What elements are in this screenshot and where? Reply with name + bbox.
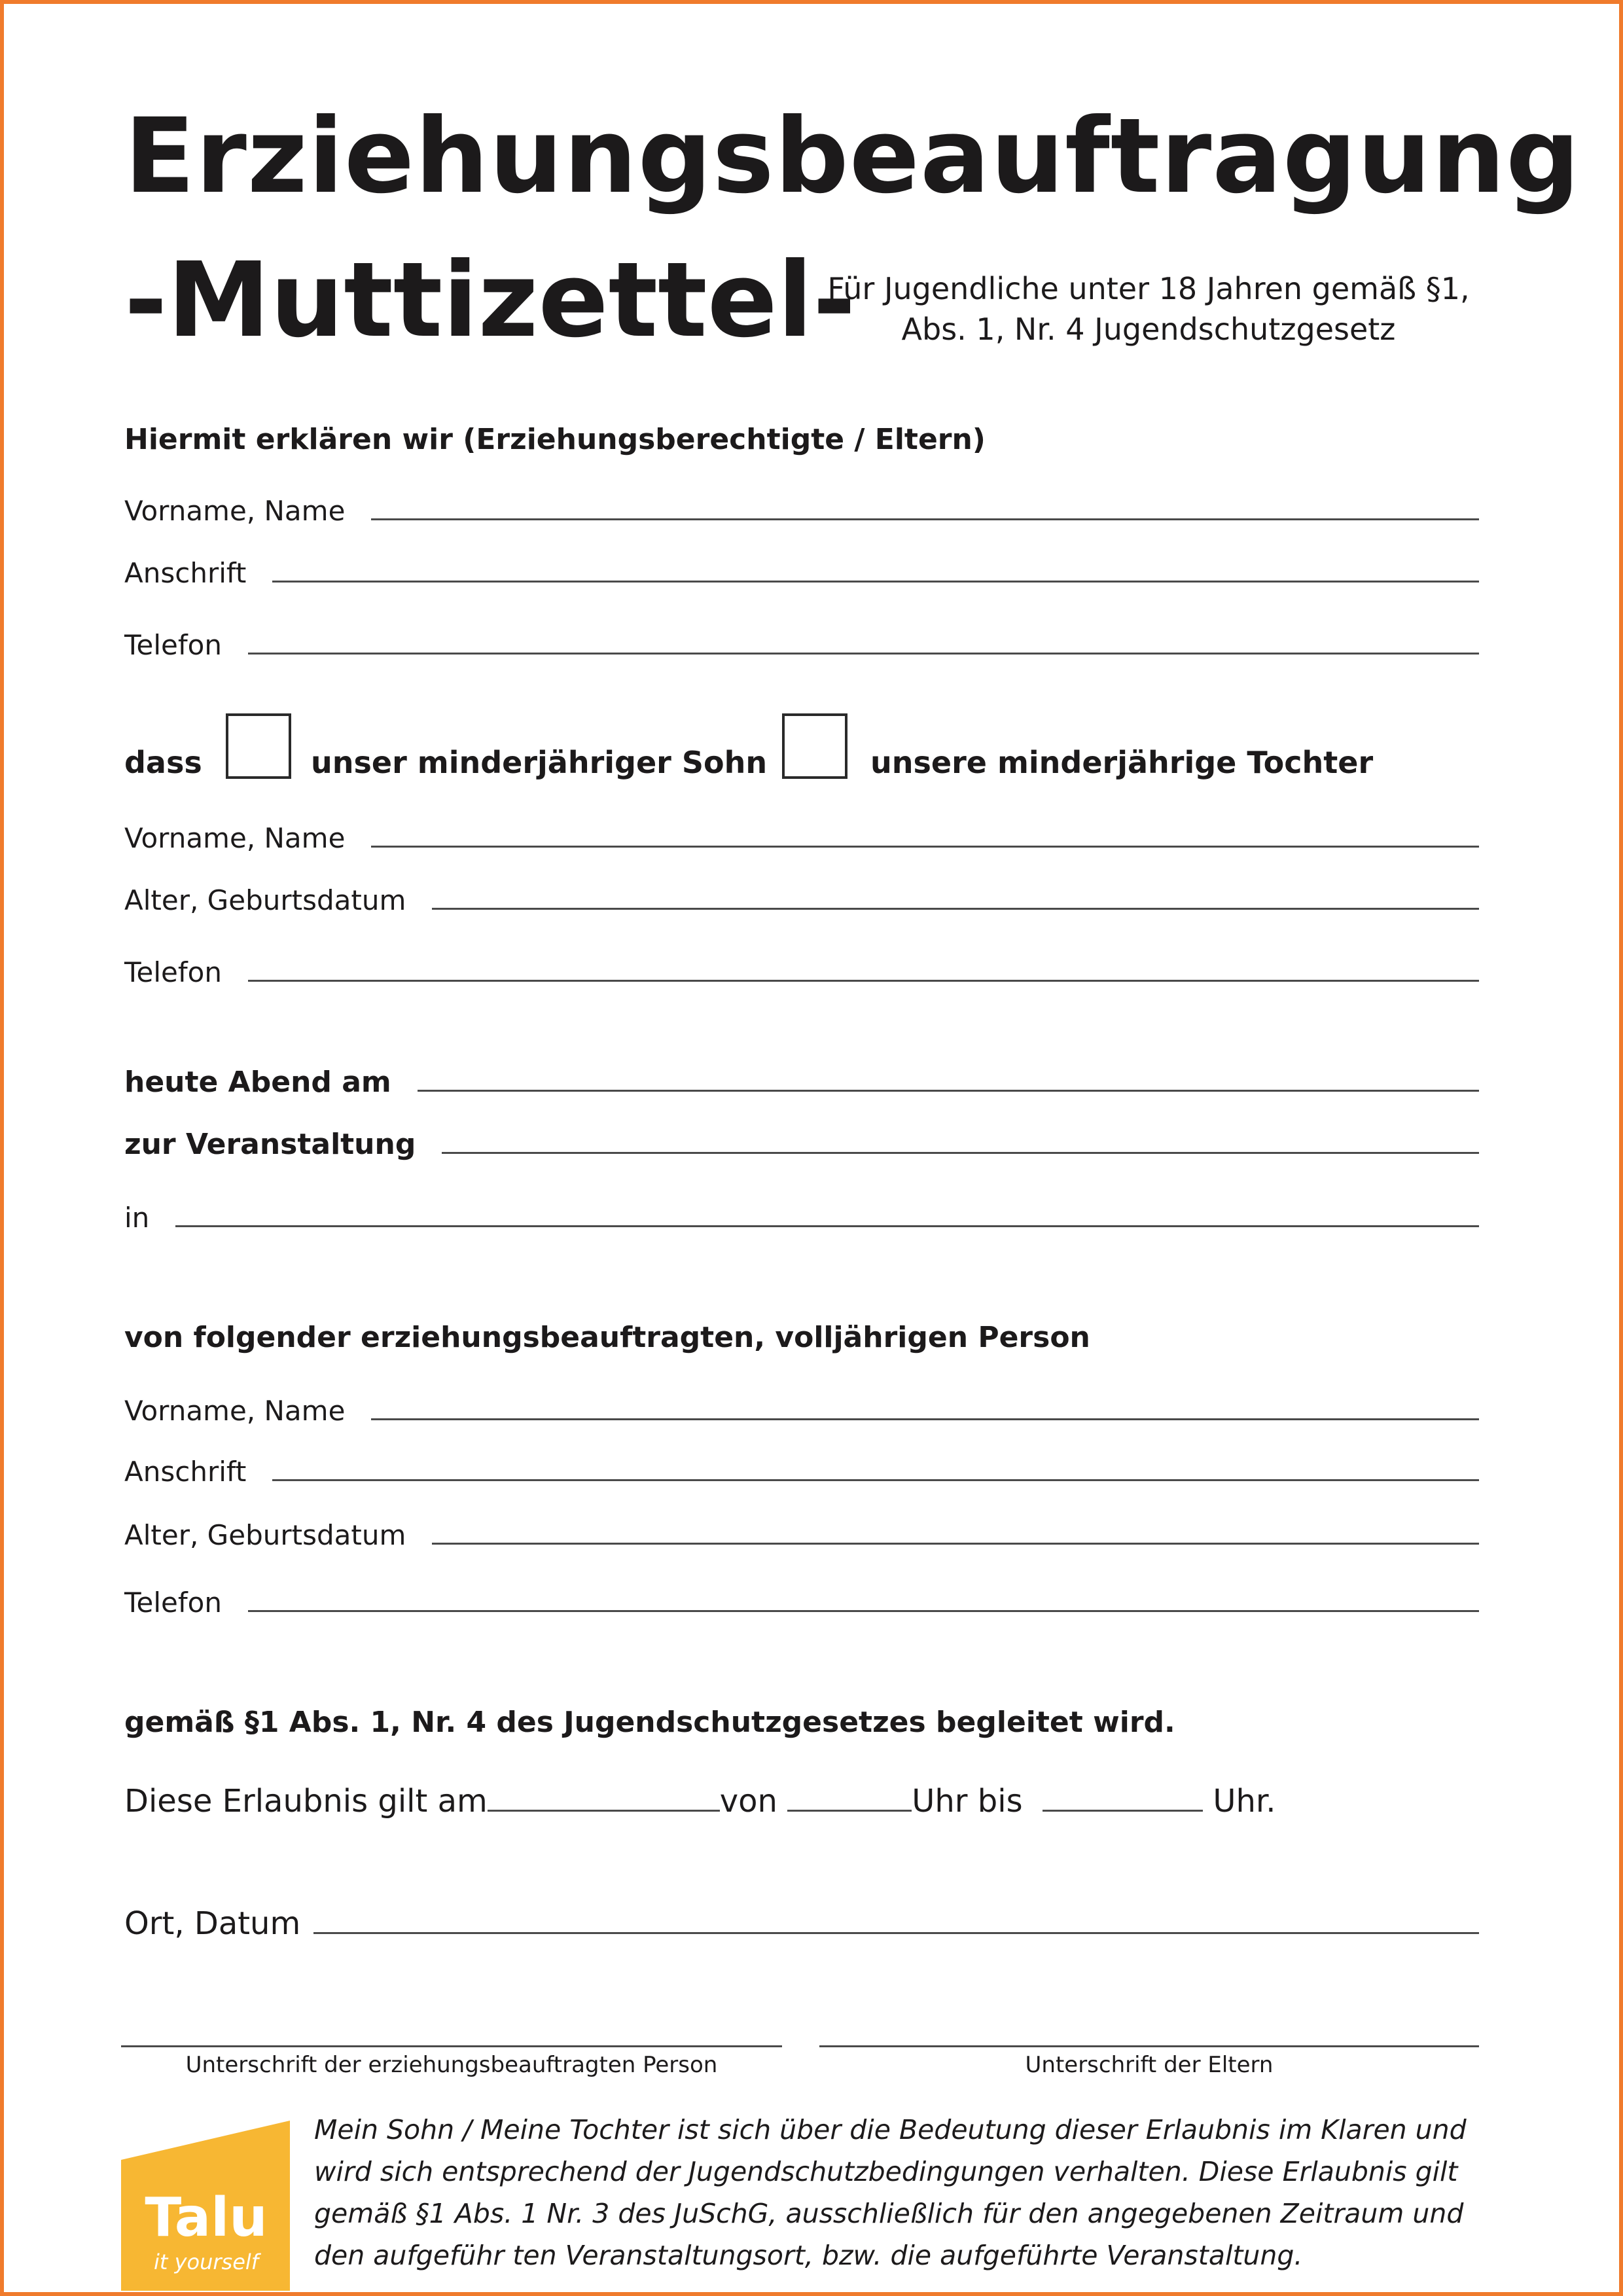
input-line[interactable] [272, 581, 1479, 583]
validity-end-blank[interactable] [1043, 1809, 1203, 1812]
son-label: unser minderjähriger Sohn [311, 745, 768, 780]
field-label: Anschrift [124, 1456, 247, 1488]
location-field[interactable] [124, 1204, 1479, 1232]
parents-address-field[interactable] [124, 557, 1479, 589]
child-name-field[interactable] [124, 822, 1479, 854]
document-subtitle-title: -Muttizettel- [124, 240, 856, 361]
validity-start-blank[interactable] [787, 1809, 912, 1812]
field-label: in [124, 1202, 150, 1234]
document-title: Erziehungsbeauftragung [124, 96, 1581, 217]
input-line[interactable] [371, 518, 1479, 520]
parents-signature-label: Unterschrift der Eltern [1025, 2052, 1274, 2078]
field-label: Ort, Datum [124, 1905, 301, 1942]
guardian-age-field[interactable] [124, 1519, 1479, 1551]
input-line[interactable] [248, 980, 1479, 982]
input-line[interactable] [272, 1479, 1479, 1481]
logo-tagline: it yourself [153, 2250, 259, 2274]
field-label: Alter, Geburtsdatum [124, 884, 406, 916]
parents-heading: Hiermit erklären wir (Erziehungsberechtigte / Eltern) [124, 423, 986, 456]
input-line[interactable] [432, 1543, 1479, 1545]
field-label: heute Abend am [124, 1066, 391, 1099]
field-label: zur Veranstaltung [124, 1128, 416, 1161]
child-age-field[interactable] [124, 884, 1479, 916]
event-field[interactable] [124, 1130, 1479, 1159]
dass-label: dass [124, 745, 202, 780]
talu-logo [121, 2121, 291, 2291]
parents-phone-field[interactable] [124, 629, 1479, 661]
field-label: Vorname, Name [124, 822, 346, 854]
input-line[interactable] [248, 1610, 1479, 1612]
validity-prefix: Diese Erlaubnis gilt am [124, 1783, 488, 1820]
field-label: Telefon [124, 1587, 222, 1619]
validity-date-blank[interactable] [488, 1809, 720, 1812]
field-label: Alter, Geburtsdatum [124, 1519, 406, 1551]
input-line[interactable] [418, 1090, 1479, 1092]
validity-sentence [124, 1783, 1276, 1820]
place-date-field[interactable] [124, 1905, 1479, 1942]
guardian-signature-label: Unterschrift der erziehungsbeauftragten Person [185, 2052, 718, 2078]
legal-statement: gemäß §1 Abs. 1, Nr. 4 des Jugendschutzgesetzes begleitet wird. [124, 1706, 1175, 1739]
input-line[interactable] [371, 846, 1479, 848]
input-line[interactable] [432, 908, 1479, 910]
field-label: Anschrift [124, 557, 247, 589]
consent-note: Mein Sohn / Meine Tochter ist sich über die Bedeutung dieser Erlaubnis im Klaren und wird sich entsprechend der Jugendschutzbedingungen verhalten. Diese Erlaubnis gilt gemäß §1 Abs. 1 Nr. 3 des JuSchG, ausschließlich für den angegebenen Zeitraum und den aufgeführ ten Veranstaltungsort, bzw. die aufgeführte Veranstaltung. [314, 2114, 1467, 2271]
guardian-address-field[interactable] [124, 1458, 1479, 1486]
guardian-phone-field[interactable] [124, 1589, 1479, 1617]
input-line[interactable] [371, 1418, 1479, 1420]
input-line[interactable] [442, 1152, 1479, 1154]
guardian-heading: von folgender erziehungsbeauftragten, volljährigen Person [124, 1321, 1090, 1354]
logo-name: Talu [145, 2187, 268, 2249]
input-line[interactable] [175, 1225, 1479, 1227]
child-phone-field[interactable] [124, 956, 1479, 988]
input-line[interactable] [248, 653, 1479, 655]
validity-suffix: Uhr. [1213, 1783, 1276, 1820]
guardian-name-field[interactable] [124, 1397, 1479, 1425]
parents-signature-line[interactable] [819, 2045, 1479, 2047]
legal-reference: Für Jugendliche unter 18 Jahren gemäß §1, Abs. 1, Nr. 4 Jugendschutzgesetz [827, 271, 1470, 347]
daughter-label: unsere minderjährige Tochter [870, 745, 1374, 780]
daughter-checkbox[interactable] [782, 713, 847, 779]
son-checkbox[interactable] [226, 713, 291, 779]
field-label: Telefon [124, 629, 222, 661]
field-label: Telefon [124, 956, 222, 988]
field-label: Vorname, Name [124, 1395, 346, 1427]
field-label: Vorname, Name [124, 495, 346, 527]
validity-until: Uhr bis [912, 1783, 1023, 1820]
input-line[interactable] [313, 1932, 1479, 1934]
validity-from: von [719, 1783, 777, 1820]
evening-date-field[interactable] [124, 1068, 1479, 1097]
guardian-signature-line[interactable] [121, 2045, 782, 2047]
parents-name-field[interactable] [124, 497, 1479, 525]
child-selection-row [124, 713, 1499, 785]
